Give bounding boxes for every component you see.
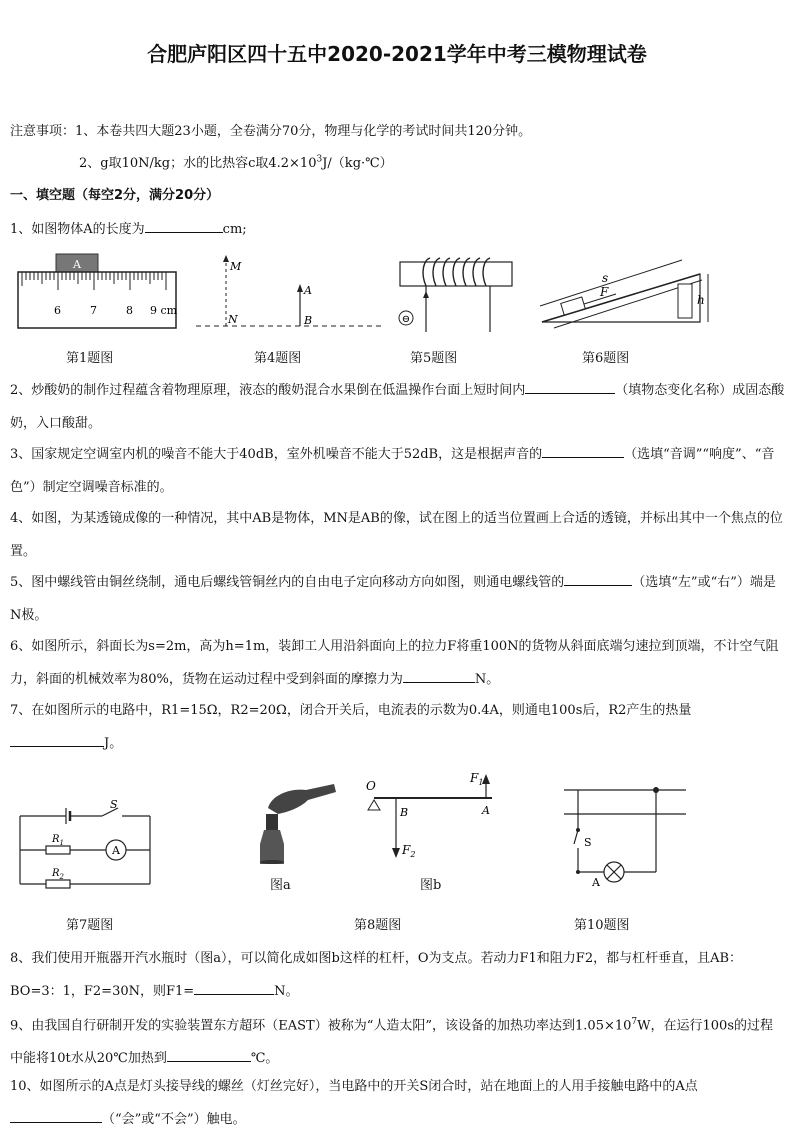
figure-10-home-circuit [560, 782, 690, 890]
figure-5-solenoid [396, 254, 518, 336]
answer-blank[interactable] [145, 218, 223, 233]
figure-6-incline [532, 262, 718, 330]
tick-6: 6 [54, 304, 61, 317]
svg-text:R1: $R_1$ [52, 834, 64, 847]
answer-blank[interactable] [525, 379, 615, 394]
label-switch-S: S [584, 836, 592, 849]
label-A: A [304, 284, 312, 297]
caption-fig5: 第5题图 [410, 351, 458, 366]
question-9: 9、由我国自行研制开发的实验装置东方超环（EAST）被称为“人造太阳”，该设备的加热功率达到$1.05\times 10^7W$，在运行100s的过程中能将10t水从20℃加热到 ℃。 [10, 1017, 773, 1067]
question-3: 3、国家规定空调室内机的噪音不能大于40dB，室外机噪音不能大于52dB，这是根据声音的 （选填“音调”“响度”、“音色”）制定空调噪音标准的。 [10, 438, 785, 504]
question-4: 4、如图，为某透镜成像的一种情况，其中AB是物体，MN是AB的像，试在图上的适当位置画上合适的透镜，并标出其中一个焦点的位置。 [10, 511, 783, 559]
label-B: B [304, 314, 313, 327]
answer-blank[interactable] [194, 980, 274, 995]
question-2: 2、炒酸奶的制作过程蕴含着物理原理，液态的酸奶混合水果倒在低温操作台面上短时间内 （填物态变化名称）成固态酸奶，入口酸甜。 [10, 374, 785, 440]
svg-text:F1: $F_1$ [470, 771, 484, 787]
notes-label: 注意事项： [10, 124, 76, 139]
ruler-block-label: A [73, 258, 81, 271]
question-5: 5、图中螺线管由铜丝绕制，通电后螺线管铜丝内的自由电子定向移动方向如图，则通电螺线管的 （选填“左”或“右”）端是N极。 [10, 566, 785, 632]
figure-8b-lever [362, 771, 502, 870]
answer-blank[interactable] [403, 668, 475, 683]
label-N: N [228, 313, 238, 326]
question-7: 7、在如图所示的电路中，R1=15Ω，R2=20Ω，闭合开关后，电流表的示数为0.4A，则通电100s后，R2产生的热量 J。 [10, 703, 692, 751]
notes-line-1 [10, 120, 531, 139]
figure-1-ruler [16, 250, 181, 332]
caption-fig10: 第10题图 [574, 918, 630, 933]
label-point-A: A [592, 876, 600, 889]
notes-line-2: 2、g取10N/kg；水的比热容c取$4.2\times 10^3J/(kg\cdot℃)$ [79, 154, 393, 171]
question-8: 8、我们使用开瓶器开汽水瓶时（图a），可以简化成如图b这样的杠杆，O为支点。若动力F1和阻力F2，都与杠杆垂直，且AB：BO=3：1，F2=30N，则F1= N。 [10, 951, 743, 999]
answer-blank[interactable] [542, 443, 624, 458]
question-10: 10、如图所示的A点是灯头接导线的螺丝（灯丝完好），当电路中的开关S闭合时，站在地面上的人用手接触电路中的A点（“会”或“不会”）触电。 [10, 1079, 698, 1127]
label-F: F [600, 285, 609, 299]
caption-fig8b: 图b [420, 878, 442, 893]
ammeter-label: A [112, 844, 120, 857]
notes-item-1: 1、本卷共四大题23小题，全卷满分70分，物理与化学的考试时间共120分钟。 [75, 124, 532, 139]
label-s: s [602, 271, 609, 285]
label-M: M [230, 260, 242, 273]
caption-fig6: 第6题图 [582, 351, 630, 366]
figure-7-circuit [18, 796, 154, 890]
figure-4-lens [196, 252, 386, 332]
svg-text:F2: $F_2$ [402, 843, 416, 859]
figure-8a-bottle [252, 778, 342, 866]
section-heading: 一、填空题（每空2分，满分20分） [10, 188, 220, 203]
answer-blank[interactable] [10, 732, 104, 747]
tick-8: 8 [126, 304, 133, 317]
answer-blank[interactable] [564, 571, 632, 586]
svg-text:R2: $R_2$ [52, 868, 64, 881]
question-1: 1、如图物体A的长度为 cm; [10, 218, 247, 237]
label-B: B [400, 806, 409, 819]
answer-blank[interactable] [167, 1047, 251, 1062]
caption-fig8: 第8题图 [354, 918, 402, 933]
tick-7: 7 [90, 304, 97, 317]
label-O: O [366, 779, 376, 793]
tick-9-cm: 9 cm [150, 304, 178, 317]
caption-fig7: 第7题图 [66, 918, 114, 933]
label-switch-S: S [110, 798, 118, 811]
answer-blank[interactable] [10, 1108, 102, 1123]
question-6: 6、如图所示，斜面长为s=2m，高为h=1m，装卸工人用沿斜面向上的拉力F将重100N的货物从斜面底端匀速拉到顶端，不计空气阻力，斜面的机械效率为80%，货物在运动过程中受到斜面的摩擦力为 N。 [10, 639, 779, 687]
caption-fig8a: 图a [270, 878, 291, 893]
electron-symbol: ⊖ [401, 314, 411, 325]
page-title: 合肥庐阳区四十五中2020-2021学年中考三模物理试卷 [147, 42, 647, 66]
label-h: h [697, 293, 705, 307]
label-A: A [482, 804, 490, 817]
caption-fig4: 第4题图 [254, 351, 302, 366]
caption-fig1: 第1题图 [66, 351, 114, 366]
